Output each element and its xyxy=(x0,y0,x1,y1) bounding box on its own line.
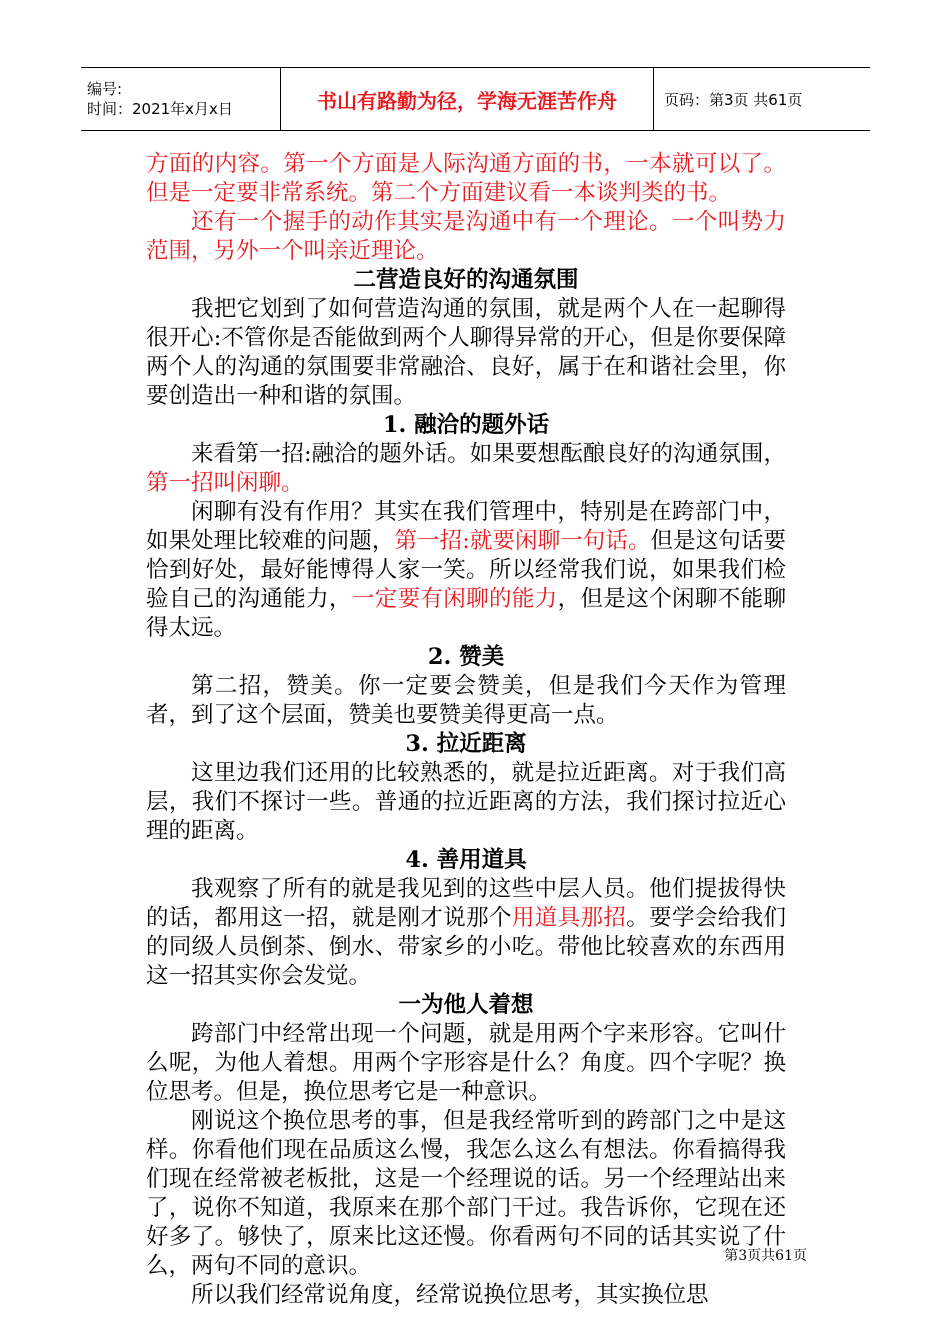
text-segment: 。要学会给我们的同级人员倒茶、倒水、带家乡的小吃。带他比较喜欢的东西用这一招其实你会发觉。 xyxy=(146,905,786,989)
page-header xyxy=(81,67,870,131)
paragraph-closing: 所以我们经常说角度，经常说换位思考，其实换位思 xyxy=(191,1282,709,1308)
paragraph-small-talk xyxy=(146,440,786,498)
document-body xyxy=(146,150,786,1310)
heading-small-talk: 1. 融洽的题外话 xyxy=(382,412,550,438)
text-segment: 我观察了所有的就是我见到的这些中层人员。他们提拔得快的话，都用这一招，就是刚才说那个 xyxy=(146,876,786,931)
highlight-text: 一定要有闲聊的能力 xyxy=(351,586,558,612)
paragraph-chat-usage xyxy=(146,498,786,643)
paragraph-managers: 刚说这个换位思考的事，但是我经常听到的跨部门之中是这样。你看他们现在品质这么慢，我怎么这么有想法。你看搞得我们现在经常被老板批，这是一个经理说的话。另一个经理站出来了，说你不知道，我原来在那个部门干过。我告诉你，它现在还好多了。够快了，原来比这还慢。你看两句不同的话其实说了什么，两句不同的意识。 xyxy=(146,1108,786,1279)
heading-closer-distance: 3. 拉近距离 xyxy=(405,731,527,757)
footer-page-number: 第3页共61页 xyxy=(724,1248,807,1264)
header-motto xyxy=(281,68,654,130)
text-segment: 但是这句话要恰到好处，最好能博得人家一笑。所以经常我们说，如果我们检验自己的沟通能力， xyxy=(146,528,786,612)
heading-atmosphere: 二营造良好的沟通氛围 xyxy=(353,267,579,293)
paragraph-atmosphere: 我把它划到了如何营造沟通的氛围，就是两个人在一起聊得很开心:不管你是否能做到两个人聊得异常的开心，但是你要保障两个人的沟通的氛围要非常融洽、良好，属于在和谐社会里，你要创造出一种和谐的氛围。 xyxy=(146,296,786,409)
text-segment: 闲聊有没有作用？其实在我们管理中，特别是在跨部门中，如果处理比较难的问题， xyxy=(146,499,786,554)
text-segment: ，但是这个闲聊不能聊得太远。 xyxy=(146,586,786,641)
header-page-number: 页码：第3页 共61页 xyxy=(664,90,803,109)
highlight-text: 用道具那招 xyxy=(511,905,627,931)
heading-others: 一为他人着想 xyxy=(398,992,534,1018)
document-date-label: 时间：2021年x月x日 xyxy=(87,100,233,118)
paragraph-books: 方面的内容。第一个方面是人际沟通方面的书，一本就可以了。但是一定要非常系统。第二个方面建议看一本谈判类的书。 xyxy=(146,151,786,206)
paragraph-praise: 第二招，赞美。你一定要会赞美，但是我们今天作为管理者，到了这个层面，赞美也要赞美得更高一点。 xyxy=(146,673,786,728)
document-number-label: 编号: xyxy=(87,80,123,98)
heading-props: 4. 善用道具 xyxy=(405,847,527,873)
highlight-text: 第一招:就要闲聊一句话。 xyxy=(394,528,651,554)
text-segment: 来看第一招:融洽的题外话。如果要想酝酿良好的沟通氛围， xyxy=(191,441,786,467)
paragraph-perspective: 跨部门中经常出现一个问题，就是用两个字来形容。它叫什么呢，为他人着想。用两个字形容是什么？角度。四个字呢？换位思考。但是，换位思考它是一种意识。 xyxy=(146,1021,786,1105)
paragraph-handshake: 还有一个握手的动作其实是沟通中有一个理论。一个叫势力范围，另外一个叫亲近理论。 xyxy=(146,209,786,264)
highlight-text: 第一招叫闲聊。 xyxy=(146,470,304,496)
header-meta xyxy=(81,68,281,130)
page-footer xyxy=(724,1245,807,1265)
motto-text: 书山有路勤为径，学海无涯苦作舟 xyxy=(317,88,617,113)
paragraph-props xyxy=(146,875,786,991)
header-page-info xyxy=(654,68,870,130)
heading-praise: 2. 赞美 xyxy=(427,644,505,670)
paragraph-closer-distance: 这里边我们还用的比较熟悉的，就是拉近距离。对于我们高层，我们不探讨一些。普通的拉近距离的方法，我们探讨拉近心理的距离。 xyxy=(146,760,786,844)
